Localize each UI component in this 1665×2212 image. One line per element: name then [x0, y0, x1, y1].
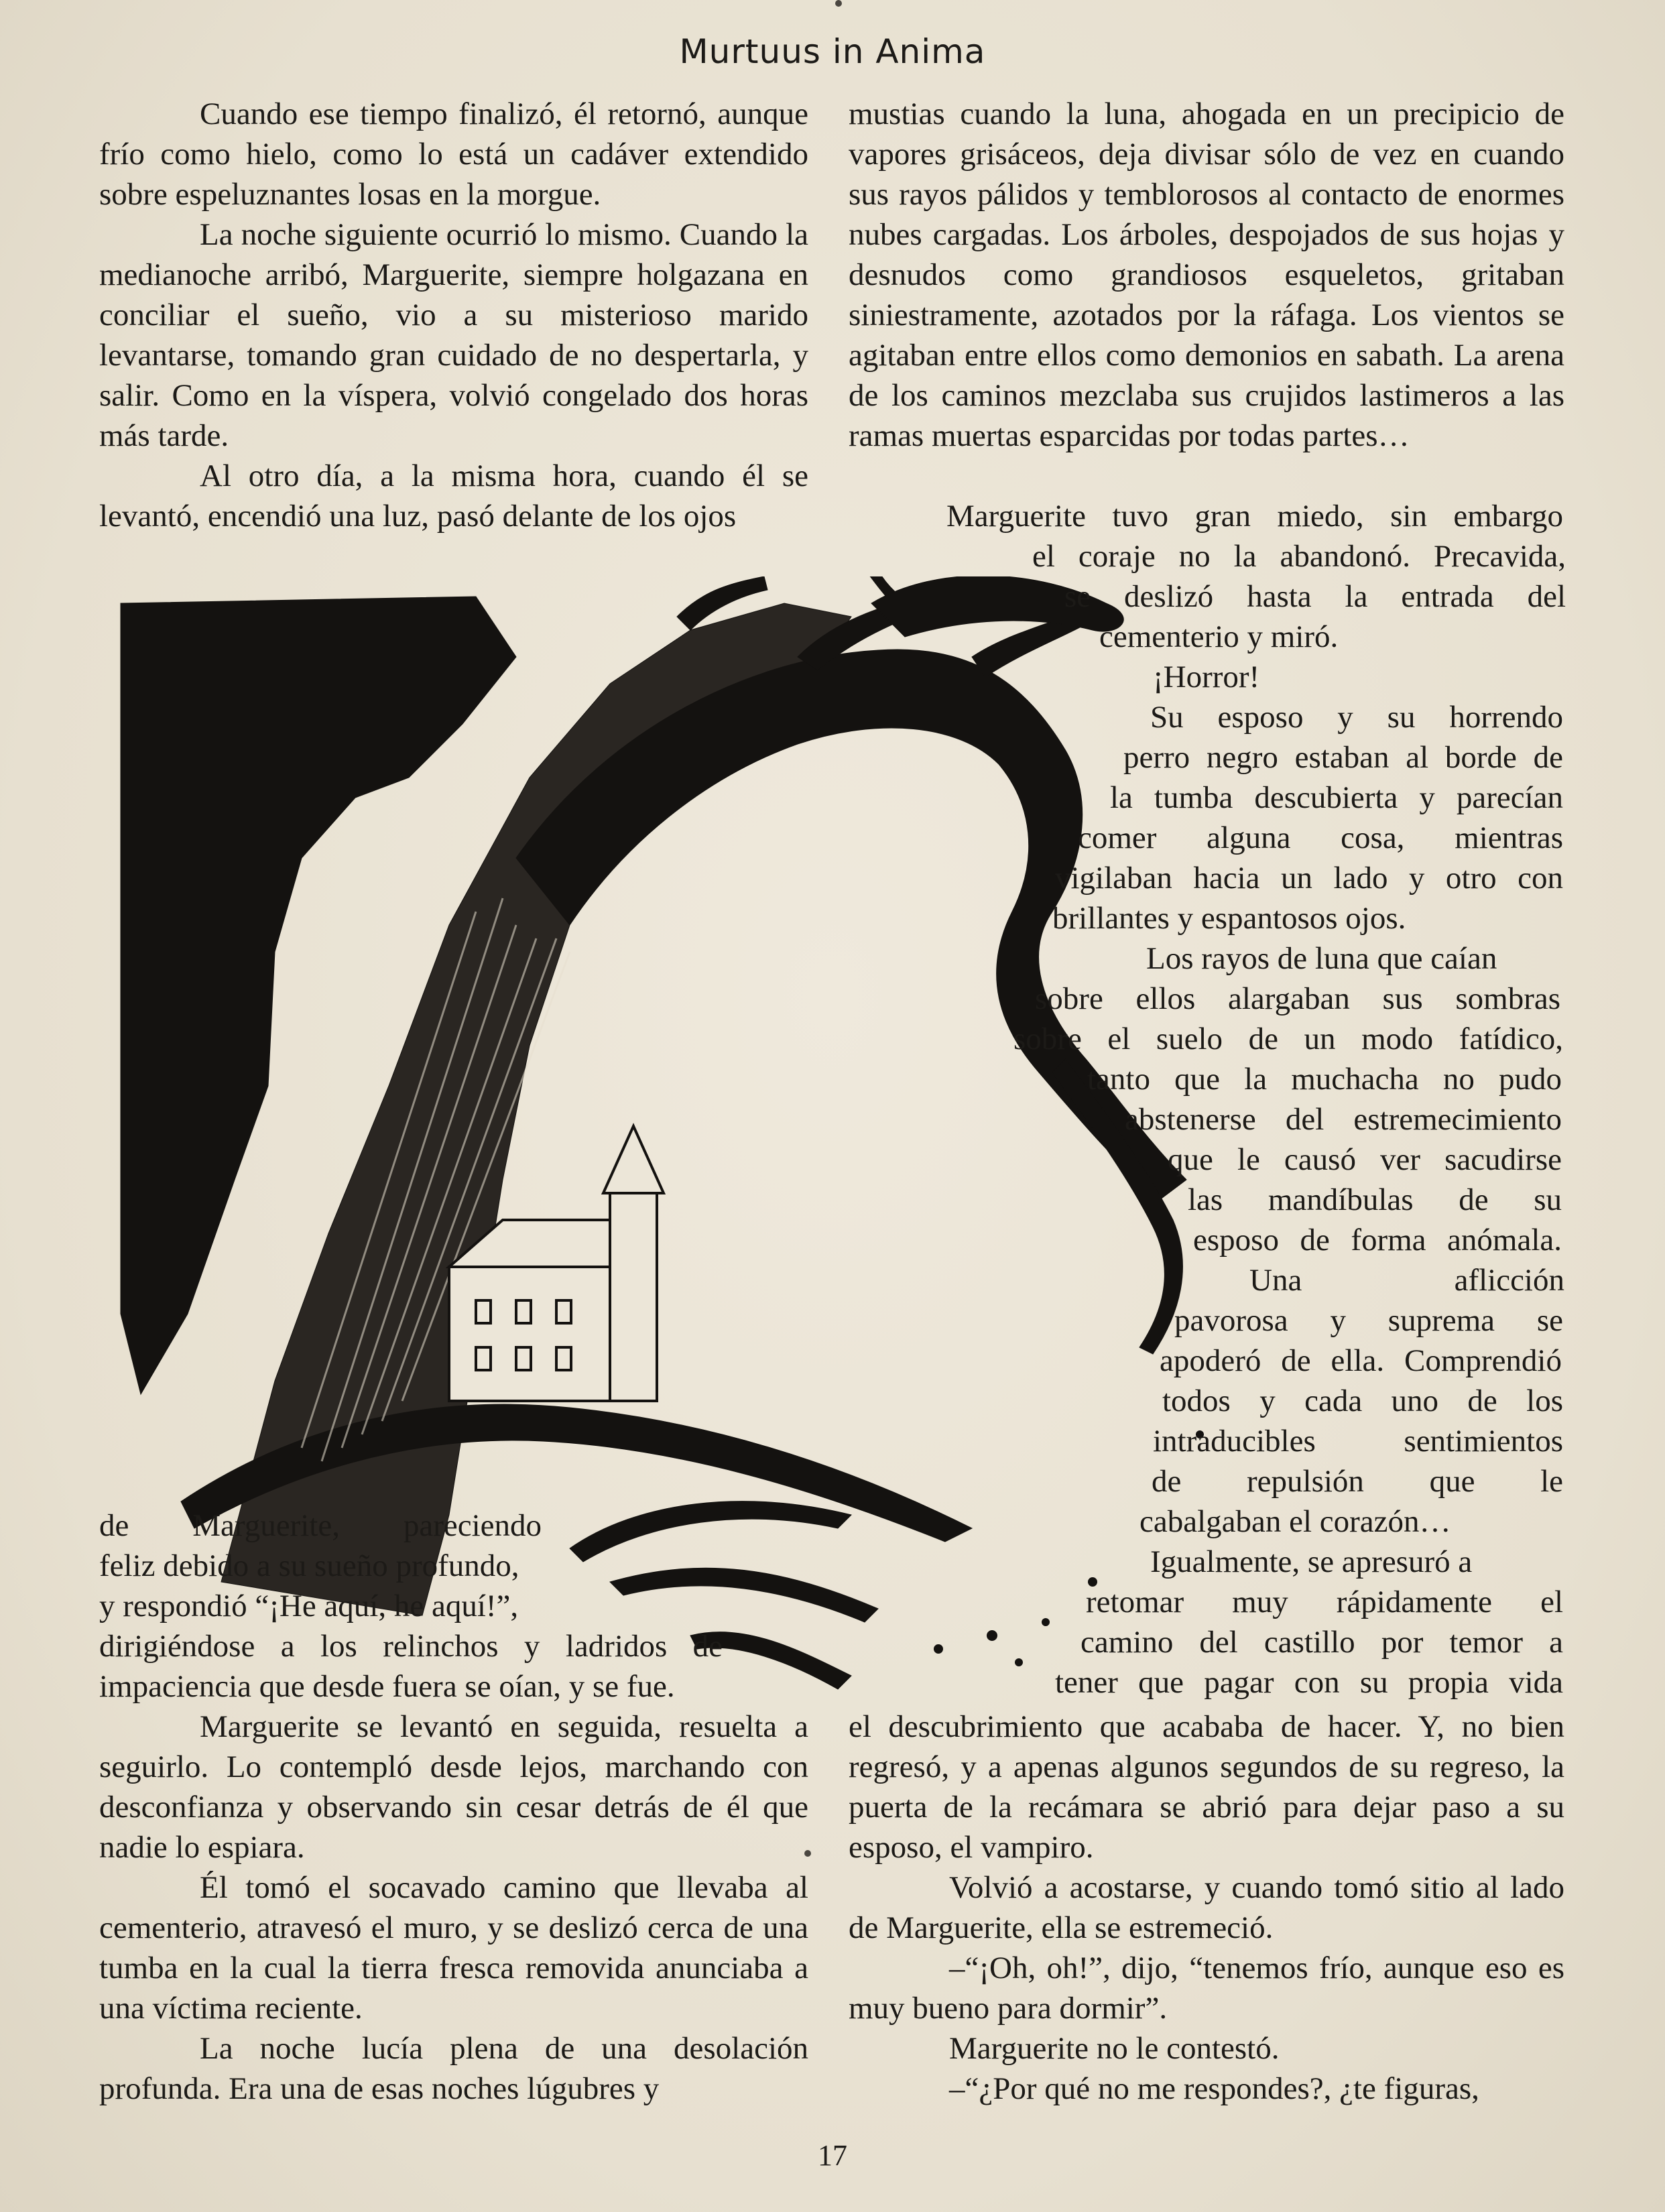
- paragraph: Cuando ese tiempo finalizó, él retornó, aunque frío como hielo, como lo está un cadáver extendido sobre espeluznantes losas en la morgue.: [99, 97, 808, 212]
- paragraph: Al otro día, a la misma hora, cuando él se levantó, encendió una luz, pasó delante de los ojos: [99, 458, 808, 534]
- wrap-line: pavorosa y suprema se: [1174, 1303, 1563, 1338]
- wrap-line: Marguerite tuvo gran miedo, sin embargo: [946, 499, 1563, 534]
- wrap-line: cementerio y miró.: [1099, 619, 1339, 654]
- paragraph: La noche lucía plena de una desolación profunda. Era una de esas noches lúgubres y: [99, 2031, 808, 2106]
- right-column-bottom: [849, 1707, 1564, 2109]
- print-speck: [804, 1850, 811, 1857]
- wrap-line: el coraje no la abandonó. Precavida,: [1032, 539, 1566, 574]
- wrap-line: tanto que la muchacha no pudo: [1087, 1062, 1562, 1097]
- wrap-line: perro negro estaban al borde de: [1123, 740, 1563, 775]
- wrap-line: Su esposo y su horrendo: [1150, 700, 1563, 735]
- paragraph: Marguerite se levantó en seguida, resuelta a seguirlo. Lo contempló desde lejos, marchando con desconfianza y observando sin cesar detrás de él que nadie lo espiara.: [99, 1709, 808, 1865]
- left-column-continuation: [99, 1626, 723, 1707]
- right-column-top: [849, 94, 1564, 456]
- paragraph: dirigiéndose a los relinchos y ladridos de impaciencia que desde fuera se oían, y se fue.: [99, 1629, 723, 1704]
- wrap-line: comer alguna cosa, mientras: [1078, 820, 1563, 855]
- page-number: 17: [818, 2139, 847, 2172]
- wrap-line: intraducibles sentimientos: [1153, 1424, 1563, 1459]
- wrap-line: abstenerse del estremecimiento: [1125, 1102, 1562, 1137]
- wrap-line: se deslizó hasta la entrada del: [1064, 579, 1566, 614]
- paragraph: el descubrimiento que acababa de hacer. Y, no bien regresó, y a apenas algunos segundos de su regreso, la puerta de la recámara se abrió para dejar paso a su esposo, el vampiro.: [849, 1709, 1564, 1865]
- wrap-line: ¡Horror!: [1153, 660, 1260, 694]
- wrap-line: y respondió “¡He aquí, he aquí!”,: [99, 1589, 519, 1623]
- wrap-line: Los rayos de luna que caían: [1146, 941, 1497, 976]
- paragraph: Él tomó el socavado camino que llevaba al cementerio, atravesó el muro, y se deslizó cerca de una tumba en la cual la tierra fresca removida anunciaba a una víctima reciente.: [99, 1870, 808, 2026]
- left-column-bottom: [99, 1707, 808, 2109]
- wrap-line: sobre el suelo de un modo fatídico,: [1013, 1022, 1563, 1056]
- wrap-line: la tumba descubierta y parecían: [1110, 780, 1563, 815]
- wrap-line: esposo de forma anómala.: [1193, 1223, 1562, 1257]
- wrap-line: que le causó ver sacudirse: [1168, 1142, 1562, 1177]
- wrap-line: sobre ellos alargaban sus sombras: [1035, 981, 1560, 1016]
- wrap-line: de Marguerite, pareciendo: [99, 1508, 542, 1543]
- print-speck: [835, 0, 842, 7]
- wrap-line: apoderó de ella. Comprendió: [1160, 1343, 1562, 1378]
- wrap-line: vigilaban hacia un lado y otro con: [1055, 861, 1563, 896]
- wrap-line: camino del castillo por temor a: [1081, 1625, 1563, 1660]
- wrap-line: de repulsión que le: [1152, 1464, 1563, 1499]
- wrap-line: brillantes y espantosos ojos.: [1052, 901, 1406, 936]
- paragraph: mustias cuando la luna, ahogada en un precipicio de vapores grisáceos, deja divisar sólo de vez en cuando sus rayos pálidos y temblorosos al contacto de enormes nubes cargadas. Los árboles, despojados de sus hojas y desnudos como grandiosos esqueletos, gritaban siniestramente, azotados por la ráfaga. Los vientos se agitaban entre ellos como demonios en sabath. La arena de los caminos mezclaba sus crujidos lastimeros a las ramas muertas esparcidas por todas partes…: [849, 97, 1564, 453]
- wrap-line: cabalgaban el corazón…: [1139, 1504, 1451, 1539]
- left-column-top: [99, 94, 808, 536]
- paragraph: –“¡Oh, oh!”, dijo, “tenemos frío, aunque eso es muy bueno para dormir”.: [849, 1951, 1564, 2026]
- wrap-line: retomar muy rápidamente el: [1086, 1585, 1563, 1619]
- wrap-line: tener que pagar con su propia vida: [1055, 1665, 1563, 1700]
- paragraph: La noche siguiente ocurrió lo mismo. Cuando la medianoche arribó, Marguerite, siempre holgazana en conciliar el sueño, vio a su misterioso marido levantarse, tomando gran cuidado de no despertarla, y salir. Como en la víspera, volvió congelado dos horas más tarde.: [99, 217, 808, 453]
- running-header: Murtuus in Anima: [679, 32, 986, 71]
- paragraph: –“¿Por qué no me respondes?, ¿te figuras,: [949, 2071, 1479, 2106]
- wrap-line: Una aflicción: [1249, 1263, 1564, 1298]
- paragraph: Marguerite no le contestó.: [949, 2031, 1280, 2066]
- paragraph: Volvió a acostarse, y cuando tomó sitio al lado de Marguerite, ella se estremeció.: [849, 1870, 1564, 1945]
- wrap-line: todos y cada uno de los: [1162, 1384, 1563, 1418]
- wrap-line: Igualmente, se apresuró a: [1150, 1544, 1473, 1579]
- wrap-line: las mandíbulas de su: [1188, 1182, 1562, 1217]
- wrap-line: feliz debido a su sueño profundo,: [99, 1548, 519, 1583]
